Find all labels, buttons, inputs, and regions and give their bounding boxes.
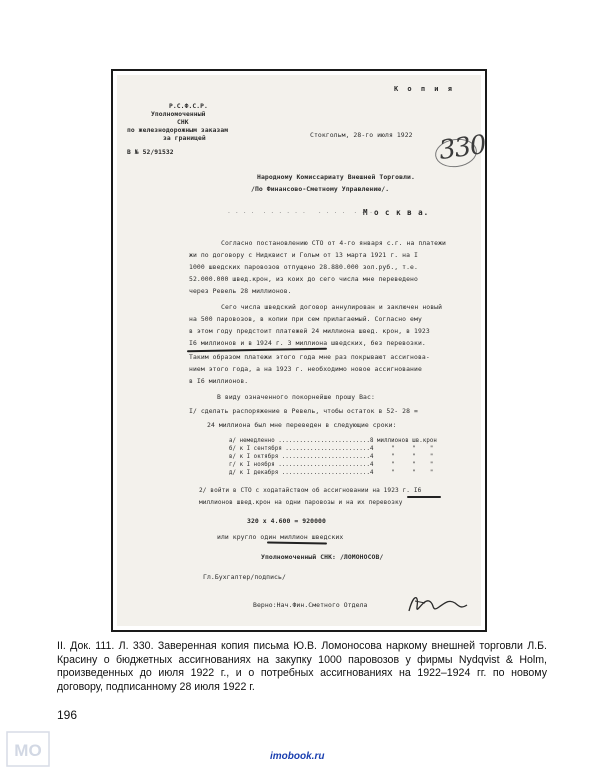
body-line-13: В виду означенного покорнейше прошу Вас: [217,393,375,401]
accountant-line: Гл.Бухгалтер/подпись/ [203,573,286,581]
verified-line: Верно:Нач.Фин.Сметного Отдела [253,601,368,609]
header-line-railway-orders: по железнодорожным заказам [127,127,229,134]
header-line-number: В № 52/91532 [127,149,174,156]
handwritten-underline [187,348,327,352]
publisher-logo [6,731,50,767]
body-line-6: Сего числа шведский договор аннулирован и заключен новый [221,303,443,311]
scanned-document-frame [111,69,487,632]
svg-text:МО: МО [14,741,42,760]
date-line: Стокгольм, 28-го июля 1922 [310,131,413,139]
item-2-line-2: миллионов швед.крон на одни паровозы и на их перевозку [199,499,403,506]
header-line-plenipotentiary: Уполномоченный [151,111,206,118]
schedule-line-g: г/ к I ноября ..........................4 " " " [229,462,434,468]
figure-caption: II. Док. 111. Л. 330. Заверенная копия письма Ю.В. Ломоносова наркому внешней торговли Л.Б. Красину о бюджетных ассигнованиях на закупку 1000 паровозов у фирмы Nydqvist & Holm, произведенных до июля 1922 г., и о потребных ассигнованиях на 1922–1924 гг. по новому договору, подписанному 28 июля 1922 г. [57,640,547,693]
body-line-15: 24 миллиона был мне переведен в следующие сроки: [207,421,397,429]
page-number: 196 [57,708,78,722]
body-line-2: жи по договору с Нидквист и Гольм от 13 марта 1921 г. на I [189,251,418,259]
schedule-line-d: д/ к I декабря .........................4 " " " [229,470,434,476]
addressee-line-1: Народному Комиссариату Внешней Торговли. [257,173,415,181]
body-line-8: в этом году предстоит платежей 24 миллиона швед. крон, в 1923 [189,327,430,335]
body-line-1: Согласно постановлению СТО от 4-го января с.г. на платежи [221,239,447,247]
handwritten-sheet-number: 330 [437,129,488,167]
header-line-abroad: за границей [163,135,206,142]
handwritten-signature [405,589,469,619]
body-line-12: в I6 миллионов. [189,377,249,385]
header-line-snk: СНК [177,119,189,126]
body-line-9: I6 миллионов и в 1924 г. 3 миллиона шведских, без перевозки. [189,339,426,347]
calculation-line: 320 х 4.600 = 920000 [247,517,326,525]
handwritten-underline-3 [267,541,327,544]
handwritten-underline-2 [407,496,441,498]
schedule-line-a: а/ немедленно ..........................8 миллионов шв.крон [229,438,437,444]
body-line-10: Таким образом платежи этого года мне раз покрывают ассигнова- [189,353,430,361]
scanned-document-page [117,75,488,626]
addressee-line-2: /По Финансово-Сметному Управлению/. [251,185,390,193]
schedule-line-v: в/ к I октября .........................4 " " " [229,454,434,460]
site-link[interactable]: imobook.ru [270,751,325,762]
schedule-line-b: б/ к I сентября ........................4 " " " [229,446,434,452]
body-line-7: на 500 паровозов, в копии при сем прилагаемый. Согласно ему [189,315,422,323]
bleed-through-text: . . . . . . . . . . . . . . . . . [227,207,374,215]
calculation-line-2: или кругло один миллион шведских [217,533,344,541]
item-2-line-1: 2/ войти в СТО с ходатайством об ассигновании на 1923 г. I6 [199,487,422,494]
city-line: М о с к в а. [363,208,430,217]
body-line-11: нием этого года, а на 1923 г. необходимо новое ассигнование [189,365,422,373]
body-line-5: через Ревель 28 миллионов. [189,287,292,295]
header-line-rsfsr: Р.С.Ф.С.Р. [169,103,208,110]
signature-line: Уполномоченный СНК: /ЛОМОНОСОВ/ [261,553,384,561]
body-line-4: 52.000.000 швед.крон, из коих до сего числа мне переведено [189,275,418,283]
copy-label: К о п и я [394,85,455,93]
body-line-3: 1000 шведских паровозов отпущено 28.880.000 зол.руб., т.е. [189,263,418,271]
body-line-14: I/ сделать распоряжение в Ревель, чтобы остаток в 52- 28 = [189,407,418,415]
